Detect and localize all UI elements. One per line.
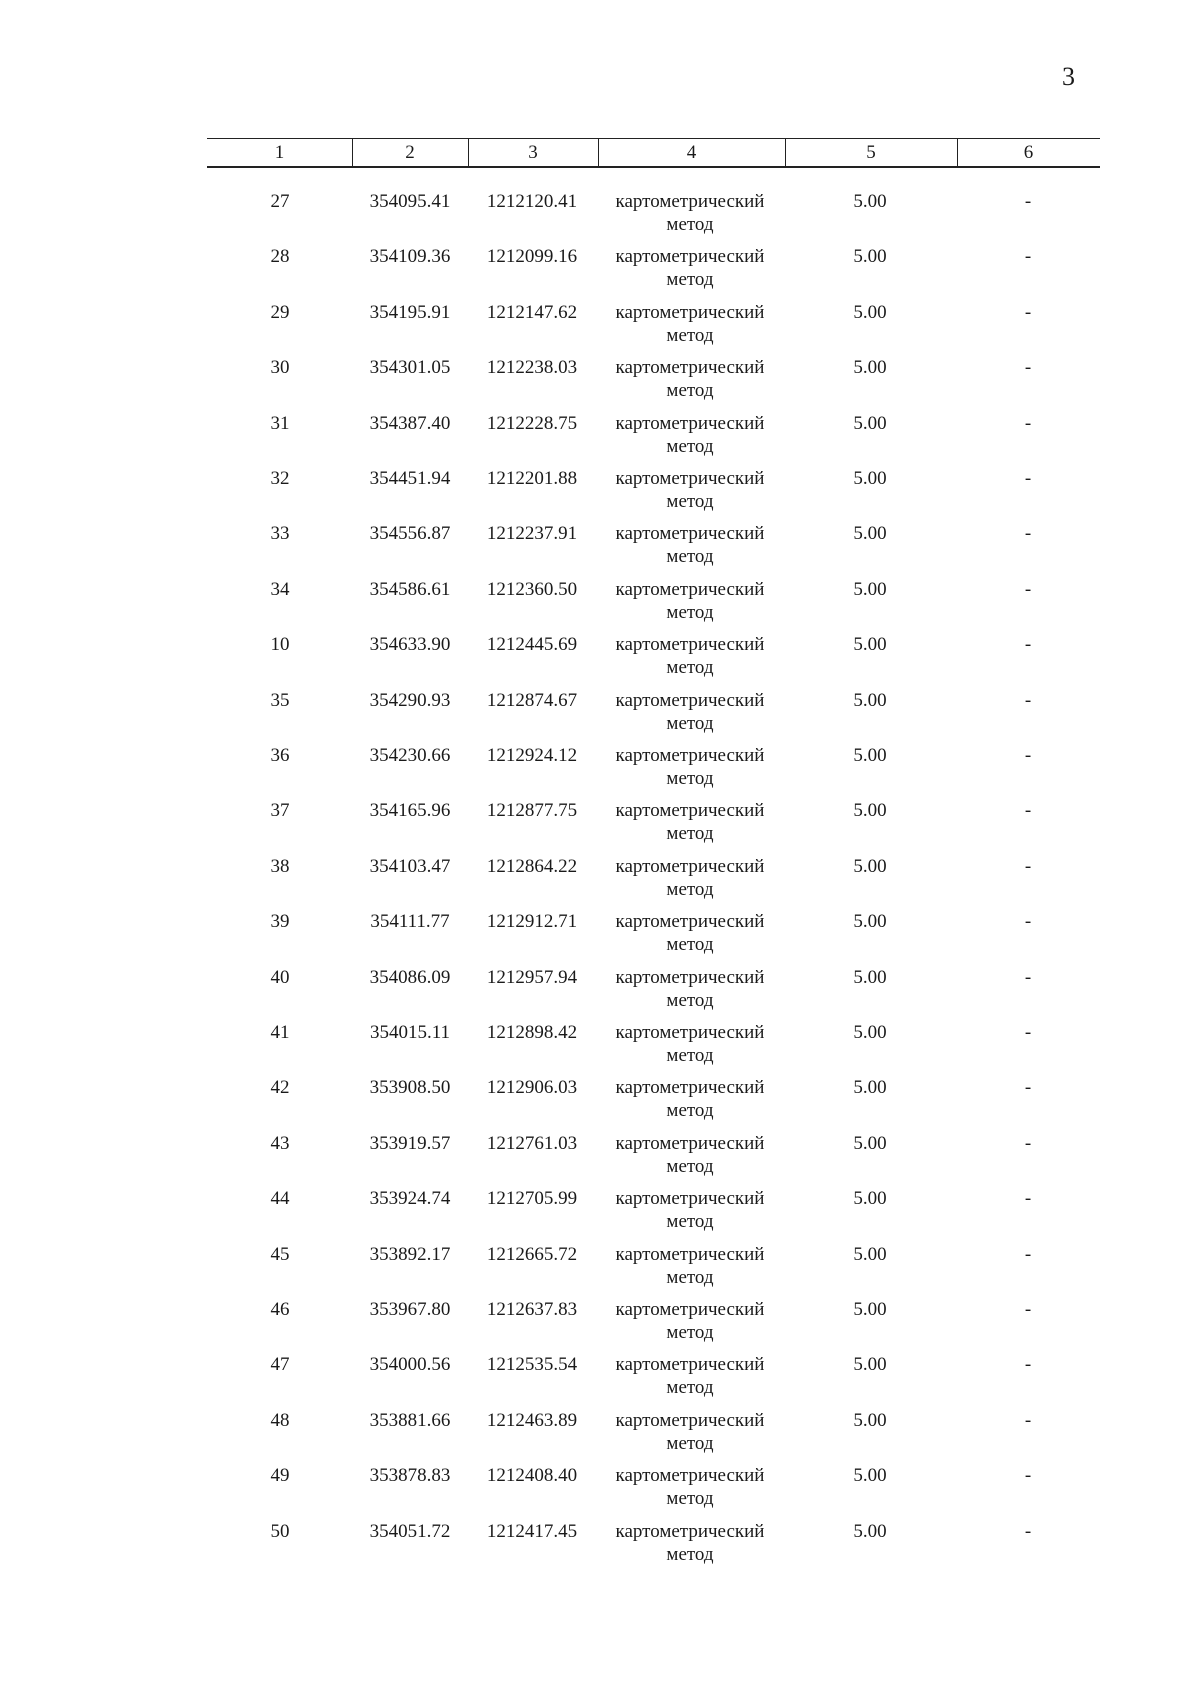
point-number-cell: 32	[270, 468, 290, 489]
note-cell: -	[1024, 412, 1032, 434]
y-coordinate-cell: 1212665.72	[486, 1243, 578, 1265]
table-row	[0, 467, 1200, 522]
header-cell-5: 5	[866, 142, 876, 163]
header-cell-1: 1	[274, 142, 285, 163]
accuracy-cell: 5.00	[853, 855, 887, 877]
x-coordinate-cell: 353881.66	[369, 1409, 451, 1431]
note-cell: -	[1024, 1188, 1032, 1210]
note-cell: -	[1024, 357, 1032, 379]
x-coordinate-cell: 354451.94	[369, 468, 451, 489]
header-divider	[598, 139, 599, 166]
method-cell: картометрический метод	[615, 1188, 765, 1233]
header-divider	[957, 139, 958, 166]
table-row	[0, 412, 1200, 467]
table-row	[0, 633, 1200, 688]
accuracy-cell: 5.00	[853, 357, 887, 379]
accuracy-cell: 5.00	[853, 468, 887, 489]
y-coordinate-cell: 1212924.12	[486, 745, 578, 766]
y-coordinate-cell: 1212099.16	[486, 246, 578, 268]
accuracy-cell: 5.00	[853, 1022, 887, 1043]
x-coordinate-cell: 354387.40	[369, 412, 451, 434]
x-coordinate-cell: 354095.41	[369, 191, 451, 212]
y-coordinate-cell: 1212228.75	[486, 412, 578, 434]
page-number: 3	[1062, 62, 1075, 91]
accuracy-cell: 5.00	[853, 1243, 887, 1265]
point-number-cell: 37	[270, 800, 290, 822]
accuracy-cell: 5.00	[853, 634, 887, 656]
note-cell: -	[1024, 966, 1032, 988]
note-cell: -	[1024, 1520, 1032, 1542]
y-coordinate-cell: 1212906.03	[486, 1077, 578, 1099]
method-cell: картометрический метод	[615, 1520, 765, 1565]
point-number-cell: 45	[270, 1243, 290, 1265]
x-coordinate-cell: 354301.05	[369, 357, 451, 379]
table-row	[0, 1298, 1200, 1353]
table-row	[0, 744, 1200, 799]
point-number-cell: 42	[270, 1077, 290, 1099]
method-cell: картометрический метод	[615, 412, 765, 457]
x-coordinate-cell: 354556.87	[369, 523, 451, 545]
x-coordinate-cell: 354165.96	[369, 800, 451, 822]
accuracy-cell: 5.00	[853, 1354, 887, 1376]
y-coordinate-cell: 1212237.91	[486, 523, 578, 545]
accuracy-cell: 5.00	[853, 1132, 887, 1154]
point-number-cell: 47	[270, 1354, 290, 1376]
x-coordinate-cell: 354586.61	[369, 578, 451, 600]
note-cell: -	[1024, 634, 1032, 656]
note-cell: -	[1024, 1243, 1032, 1265]
note-cell: -	[1024, 1409, 1032, 1431]
note-cell: -	[1024, 246, 1032, 268]
method-cell: картометрический метод	[615, 1243, 765, 1288]
accuracy-cell: 5.00	[853, 1299, 887, 1320]
table-row	[0, 1464, 1200, 1519]
y-coordinate-cell: 1212120.41	[486, 191, 578, 212]
note-cell: -	[1024, 855, 1032, 877]
accuracy-cell: 5.00	[853, 745, 887, 766]
accuracy-cell: 5.00	[853, 578, 887, 600]
accuracy-cell: 5.00	[853, 800, 887, 822]
note-cell: -	[1024, 468, 1032, 489]
table-row	[0, 855, 1200, 910]
method-cell: картометрический метод	[615, 523, 765, 568]
y-coordinate-cell: 1212912.71	[486, 911, 578, 933]
y-coordinate-cell: 1212535.54	[486, 1354, 578, 1376]
y-coordinate-cell: 1212147.62	[486, 301, 578, 323]
header-cell-2: 2	[405, 142, 415, 163]
accuracy-cell: 5.00	[853, 246, 887, 268]
note-cell: -	[1024, 1077, 1032, 1099]
x-coordinate-cell: 353908.50	[369, 1077, 451, 1099]
method-cell: картометрический метод	[615, 468, 765, 512]
y-coordinate-cell: 1212238.03	[486, 357, 578, 379]
accuracy-cell: 5.00	[853, 191, 887, 212]
accuracy-cell: 5.00	[853, 1520, 887, 1542]
table-row	[0, 966, 1200, 1021]
y-coordinate-cell: 1212864.22	[486, 855, 578, 877]
note-cell: -	[1024, 1354, 1032, 1376]
x-coordinate-cell: 354111.77	[370, 911, 450, 933]
accuracy-cell: 5.00	[853, 689, 887, 711]
note-cell: -	[1024, 745, 1032, 766]
y-coordinate-cell: 1212463.89	[486, 1409, 578, 1431]
method-cell: картометрический метод	[615, 1022, 765, 1066]
accuracy-cell: 5.00	[853, 966, 887, 988]
point-number-cell: 39	[270, 911, 290, 933]
x-coordinate-cell: 354000.56	[369, 1354, 451, 1376]
x-coordinate-cell: 354051.72	[369, 1520, 451, 1542]
note-cell: -	[1024, 301, 1032, 323]
y-coordinate-cell: 1212408.40	[486, 1465, 578, 1487]
note-cell: -	[1024, 689, 1032, 711]
method-cell: картометрический метод	[615, 634, 765, 679]
point-number-cell: 29	[270, 301, 290, 323]
method-cell: картометрический метод	[615, 1354, 765, 1399]
method-cell: картометрический метод	[615, 1132, 765, 1177]
y-coordinate-cell: 1212877.75	[486, 800, 578, 822]
point-number-cell: 41	[270, 1022, 290, 1043]
point-number-cell: 46	[270, 1299, 290, 1320]
point-number-cell: 48	[270, 1409, 290, 1431]
note-cell: -	[1024, 191, 1032, 212]
table-row	[0, 301, 1200, 356]
method-cell: картометрический метод	[615, 800, 765, 845]
method-cell: картометрический метод	[615, 855, 765, 900]
x-coordinate-cell: 353919.57	[369, 1132, 451, 1154]
method-cell: картометрический метод	[615, 191, 765, 235]
table-row	[0, 1409, 1200, 1464]
note-cell: -	[1024, 911, 1032, 933]
point-number-cell: 40	[270, 966, 290, 988]
method-cell: картометрический метод	[615, 357, 765, 402]
x-coordinate-cell: 354086.09	[369, 966, 451, 988]
point-number-cell: 28	[270, 246, 290, 268]
point-number-cell: 10	[270, 634, 290, 656]
table-row	[0, 1187, 1200, 1242]
accuracy-cell: 5.00	[853, 523, 887, 545]
y-coordinate-cell: 1212705.99	[486, 1188, 578, 1210]
table-row	[0, 799, 1200, 854]
y-coordinate-cell: 1212957.94	[486, 966, 578, 988]
table-row	[0, 1353, 1200, 1408]
table-row	[0, 356, 1200, 411]
y-coordinate-cell: 1212417.45	[486, 1520, 578, 1542]
header-divider	[785, 139, 786, 166]
y-coordinate-cell: 1212637.83	[486, 1299, 578, 1320]
note-cell: -	[1024, 1022, 1032, 1043]
accuracy-cell: 5.00	[853, 412, 887, 434]
table-header	[207, 138, 1100, 168]
header-cell-6: 6	[1023, 142, 1034, 163]
accuracy-cell: 5.00	[853, 1188, 887, 1210]
point-number-cell: 36	[270, 745, 290, 766]
method-cell: картометрический метод	[615, 1077, 765, 1122]
note-cell: -	[1024, 1132, 1032, 1154]
method-cell: картометрический метод	[615, 745, 765, 789]
point-number-cell: 43	[270, 1132, 290, 1154]
header-cell-4: 4	[686, 142, 697, 163]
y-coordinate-cell: 1212360.50	[486, 578, 578, 600]
point-number-cell: 31	[270, 412, 290, 434]
method-cell: картометрический метод	[615, 1299, 765, 1343]
accuracy-cell: 5.00	[853, 1465, 887, 1487]
y-coordinate-cell: 1212898.42	[486, 1022, 578, 1043]
note-cell: -	[1024, 1299, 1032, 1320]
note-cell: -	[1024, 800, 1032, 822]
header-cell-3: 3	[528, 142, 538, 163]
point-number-cell: 35	[270, 689, 290, 711]
x-coordinate-cell: 354015.11	[369, 1022, 451, 1043]
method-cell: картометрический метод	[615, 246, 765, 291]
header-divider	[468, 139, 469, 166]
accuracy-cell: 5.00	[853, 1409, 887, 1431]
table-row	[0, 1076, 1200, 1131]
method-cell: картометрический метод	[615, 966, 765, 1011]
y-coordinate-cell: 1212874.67	[486, 689, 578, 711]
accuracy-cell: 5.00	[853, 301, 887, 323]
table-row	[0, 578, 1200, 633]
point-number-cell: 38	[270, 855, 290, 877]
method-cell: картометрический метод	[615, 911, 765, 956]
x-coordinate-cell: 353924.74	[369, 1188, 451, 1210]
y-coordinate-cell: 1212201.88	[486, 468, 578, 489]
point-number-cell: 30	[270, 357, 290, 379]
x-coordinate-cell: 353892.17	[369, 1243, 451, 1265]
x-coordinate-cell: 354230.66	[369, 745, 451, 766]
point-number-cell: 33	[270, 523, 290, 545]
method-cell: картометрический метод	[615, 689, 765, 734]
table-row	[0, 245, 1200, 300]
point-number-cell: 27	[270, 191, 290, 212]
x-coordinate-cell: 353967.80	[369, 1299, 451, 1320]
table-row	[0, 190, 1200, 245]
x-coordinate-cell: 354195.91	[369, 301, 451, 323]
table-row	[0, 1520, 1200, 1575]
y-coordinate-cell: 1212445.69	[486, 634, 578, 656]
method-cell: картометрический метод	[615, 1409, 765, 1454]
table-row	[0, 910, 1200, 965]
method-cell: картометрический метод	[615, 301, 765, 346]
point-number-cell: 44	[270, 1188, 290, 1210]
accuracy-cell: 5.00	[853, 1077, 887, 1099]
note-cell: -	[1024, 1465, 1032, 1487]
table-row	[0, 522, 1200, 577]
header-divider	[352, 139, 353, 166]
x-coordinate-cell: 354633.90	[369, 634, 451, 656]
table-row	[0, 1132, 1200, 1187]
point-number-cell: 50	[270, 1520, 290, 1542]
x-coordinate-cell: 354109.36	[369, 246, 451, 268]
table-row	[0, 1021, 1200, 1076]
table-row	[0, 1243, 1200, 1298]
method-cell: картометрический метод	[615, 578, 765, 623]
accuracy-cell: 5.00	[853, 911, 887, 933]
point-number-cell: 49	[270, 1465, 290, 1487]
note-cell: -	[1024, 578, 1032, 600]
note-cell: -	[1024, 523, 1032, 545]
method-cell: картометрический метод	[615, 1465, 765, 1510]
y-coordinate-cell: 1212761.03	[486, 1132, 578, 1154]
point-number-cell: 34	[270, 578, 290, 600]
x-coordinate-cell: 354290.93	[369, 689, 451, 711]
x-coordinate-cell: 353878.83	[369, 1465, 451, 1487]
x-coordinate-cell: 354103.47	[369, 855, 451, 877]
table-row	[0, 689, 1200, 744]
